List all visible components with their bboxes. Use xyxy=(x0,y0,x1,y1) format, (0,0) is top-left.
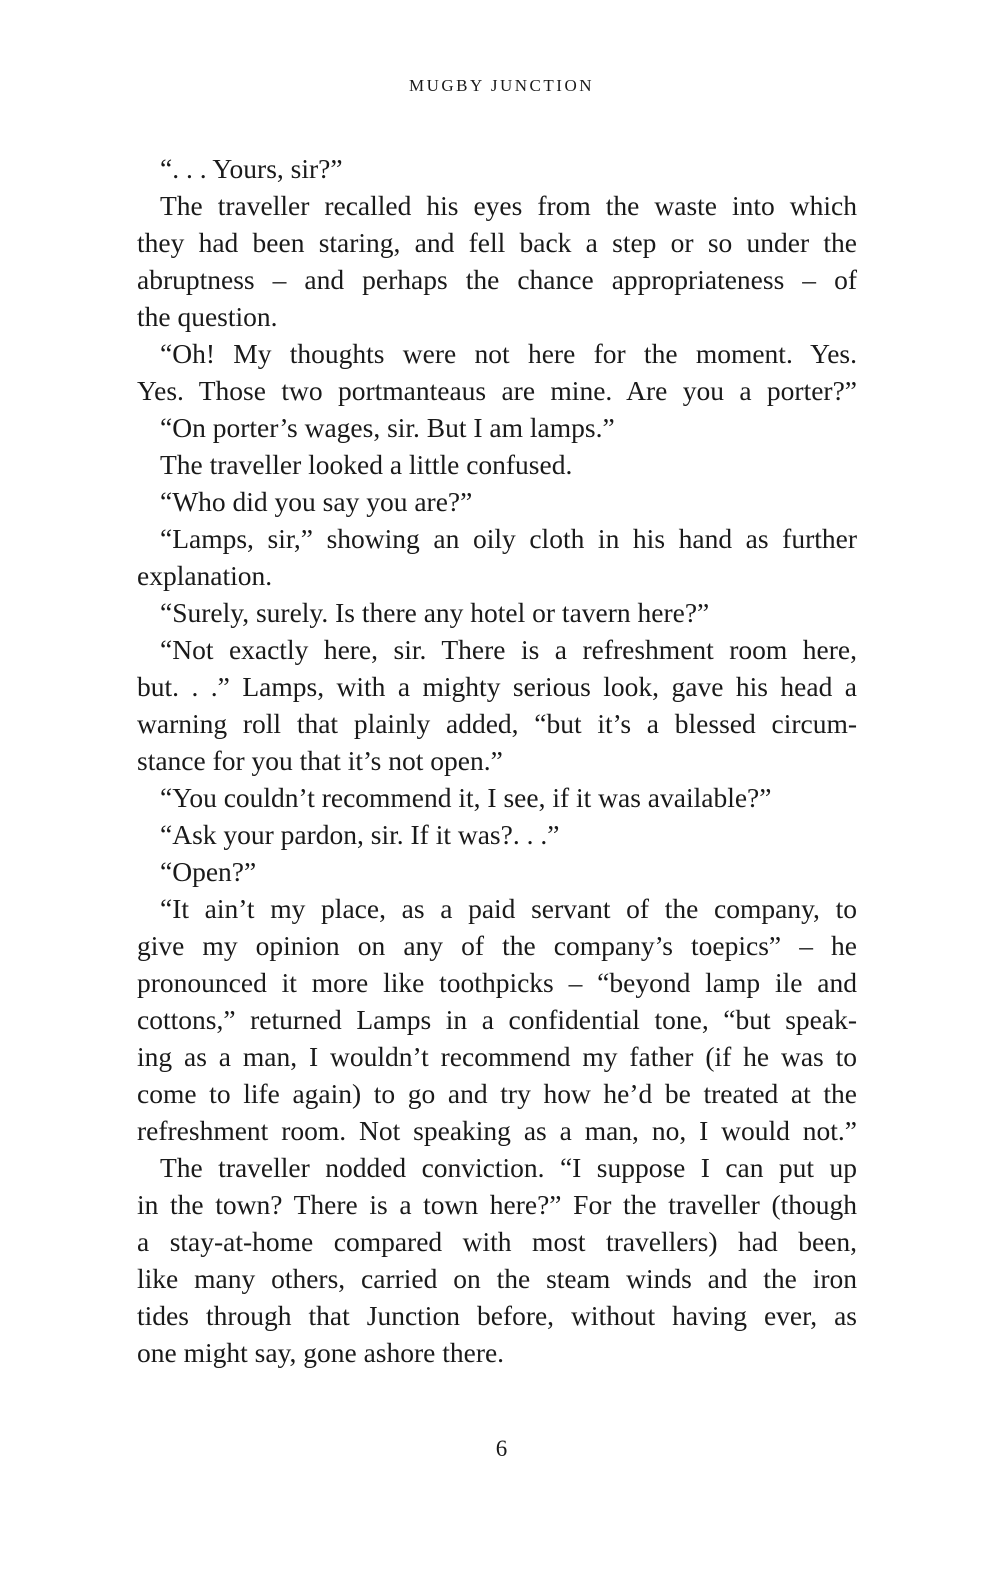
text-line: “. . . Yours, sir?” xyxy=(160,153,343,184)
text-line: The traveller nodded conviction. “I suppose I can put up xyxy=(160,1152,857,1183)
text-line: ing as a man, I wouldn’t recommend my father (if he was to xyxy=(137,1041,857,1072)
text-line: like many others, carried on the steam winds and the iron xyxy=(137,1263,857,1294)
text-line: explanation. xyxy=(137,560,273,591)
text-line: stance for you that it’s not open.” xyxy=(137,745,503,776)
body-text xyxy=(137,150,857,1371)
text-line: they had been staring, and fell back a step or so under the xyxy=(137,227,857,258)
text-line: abruptness – and perhaps the chance appropriateness – of xyxy=(137,264,857,295)
text-line: pronounced it more like toothpicks – “beyond lamp ile and xyxy=(137,967,857,998)
text-line: “You couldn’t recommend it, I see, if it was available?” xyxy=(160,782,772,813)
text-line: but. . .” Lamps, with a mighty serious look, gave his head a xyxy=(137,671,857,702)
text-line: the question. xyxy=(137,301,278,332)
text-line: a stay-at-home compared with most travellers) had been, xyxy=(137,1226,857,1257)
text-line: “Oh! My thoughts were not here for the moment. Yes. xyxy=(160,338,857,369)
running-head: MUGBY JUNCTION xyxy=(408,76,594,95)
text-line: in the town? There is a town here?” For the traveller (though xyxy=(137,1189,857,1220)
text-line: “On porter’s wages, sir. But I am lamps.” xyxy=(160,412,615,443)
text-line: “Ask your pardon, sir. If it was?. . .” xyxy=(160,819,560,850)
text-line: come to life again) to go and try how he’d be treated at the xyxy=(137,1078,857,1109)
text-line: give my opinion on any of the company’s toepics” – he xyxy=(137,930,857,961)
text-line: cottons,” returned Lamps in a confidential tone, “but speak- xyxy=(137,1004,857,1035)
page-number: 6 xyxy=(495,1436,508,1461)
text-line: The traveller recalled his eyes from the waste into which xyxy=(160,190,857,221)
text-line: “Lamps, sir,” showing an oily cloth in his hand as further xyxy=(160,523,857,554)
text-line: Yes. Those two portmanteaus are mine. Are you a porter?” xyxy=(137,375,857,406)
text-line: “It ain’t my place, as a paid servant of the company, to xyxy=(160,893,857,924)
text-line: “Who did you say you are?” xyxy=(160,486,473,517)
text-line: The traveller looked a little confused. xyxy=(160,449,573,480)
text-line: “Surely, surely. Is there any hotel or tavern here?” xyxy=(160,597,710,628)
text-line: refreshment room. Not speaking as a man, no, I would not.” xyxy=(137,1115,857,1146)
text-line: warning roll that plainly added, “but it’s a blessed circum- xyxy=(137,708,857,739)
text-line: one might say, gone ashore there. xyxy=(137,1337,505,1368)
text-line: “Open?” xyxy=(160,856,257,887)
text-line: “Not exactly here, sir. There is a refreshment room here, xyxy=(160,634,857,665)
text-line: tides through that Junction before, without having ever, as xyxy=(137,1300,857,1331)
